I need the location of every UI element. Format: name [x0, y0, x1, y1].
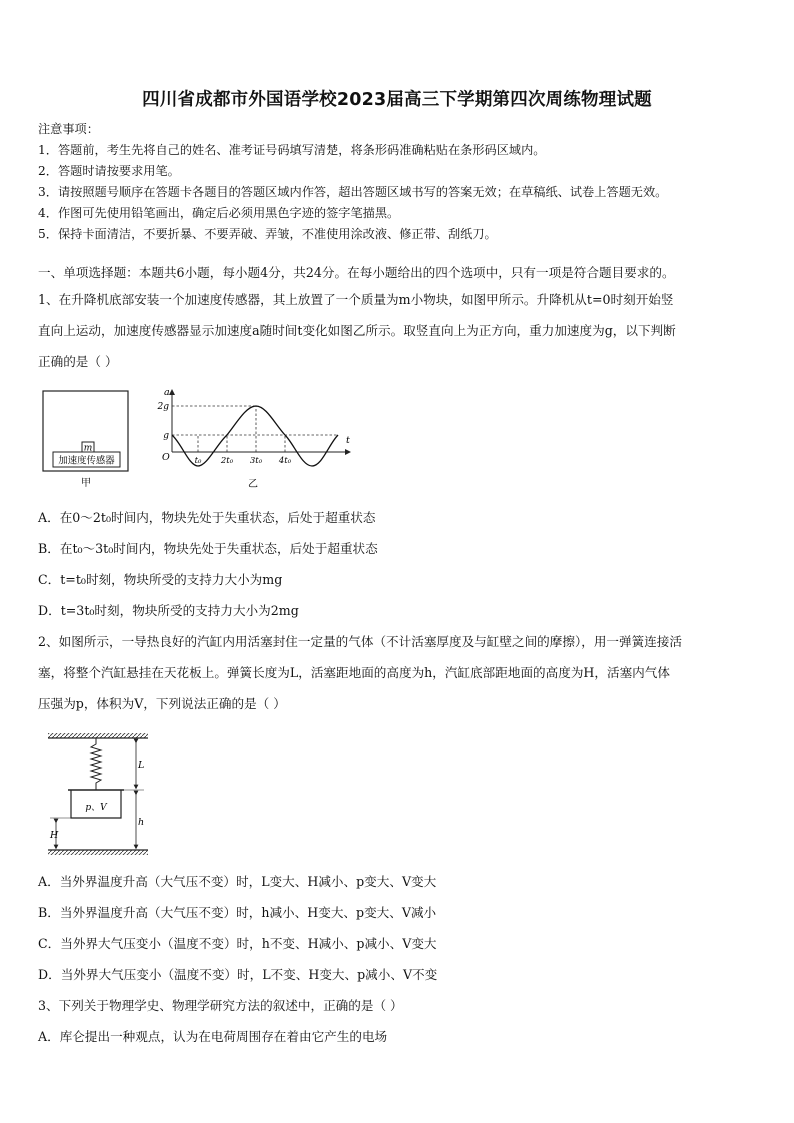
option-c: C．当外界大气压变小（温度不变）时，h不变、H减小、p减小、V变大	[38, 936, 437, 951]
block-label: m	[83, 443, 93, 454]
section-heading: 一、单项选择题：本题共6小题，每小题4分，共24分。在每小题给出的四个选项中，只有一项是符合题目要求的。	[38, 265, 675, 280]
notice-item: 2．答题时请按要求用笔。	[38, 164, 180, 178]
question-1-text: 正确的是（ ）	[38, 354, 118, 369]
y-axis-label: a	[164, 387, 170, 398]
question-2-text: 塞，将整个汽缸悬挂在天花板上。弹簧长度为L，活塞距地面的高度为h，汽缸底部距地面的高度为H，活塞内气体	[38, 665, 670, 680]
x-axis-label: t	[346, 435, 350, 446]
tick-3t0: 3t₀	[249, 456, 263, 466]
tick-2t0: 2t₀	[220, 456, 234, 466]
label-h: h	[138, 817, 145, 828]
figure-cylinder	[38, 728, 156, 860]
figure-caption: 乙	[248, 479, 258, 490]
sensor-label: 加速度传感器	[58, 455, 115, 467]
option-c: C．t=t₀时刻，物块所受的支持力大小为mg	[38, 572, 283, 587]
option-a: A．在0～2t₀时间内，物块先处于失重状态，后处于超重状态	[38, 510, 376, 525]
notice-heading: 注意事项：	[38, 122, 99, 136]
question-2-text: 2、如图所示，一导热良好的汽缸内用活塞封住一定量的气体（不计活塞厚度及与缸壁之间的摩擦），用一弹簧连接活	[38, 634, 682, 649]
origin-label: O	[162, 452, 170, 463]
gas-label: p、V	[85, 803, 107, 813]
option-b: B．在t₀～3t₀时间内，物块先处于失重状态，后处于超重状态	[38, 541, 378, 556]
option-b: B．当外界温度升高（大气压不变）时，h减小、H变大、p变大、V减小	[38, 905, 437, 920]
question-3-text: 3、下列关于物理学史、物理学研究方法的叙述中，正确的是（ ）	[38, 998, 403, 1013]
label-H: H	[50, 830, 59, 841]
floor-hatch	[48, 850, 148, 855]
label-L: L	[138, 760, 145, 771]
notice-item: 3．请按照题号顺序在答题卡各题目的答题区域内作答，超出答题区域书写的答案无效；在草稿纸、试卷上答题无效。	[38, 185, 668, 199]
option-a: A．当外界温度升高（大气压不变）时，L变大、H减小、p变大、V变大	[38, 874, 437, 889]
figure-yi-graph	[154, 386, 358, 492]
notice-item: 4．作图可先使用铅笔画出，确定后必须用黑色字迹的签字笔描黑。	[38, 206, 400, 220]
option-d: D．t=3t₀时刻，物块所受的支持力大小为2mg	[38, 603, 299, 618]
spring	[91, 738, 101, 790]
question-1-text: 1、在升降机底部安装一个加速度传感器，其上放置了一个质量为m小物块，如图甲所示。升降机从t=0时刻开始竖	[38, 292, 674, 307]
figure-caption: 甲	[81, 478, 91, 489]
tick-t0: t₀	[194, 456, 202, 466]
option-a: A．库仑提出一种观点，认为在电荷周围存在着由它产生的电场	[38, 1029, 388, 1044]
option-d: D．当外界大气压变小（温度不变）时，L不变、H变大、p减小、V不变	[38, 967, 438, 982]
tick-4t0: 4t₀	[278, 456, 292, 466]
tick-g: g	[163, 431, 169, 441]
tick-2g: 2g	[157, 402, 169, 412]
page-title: 四川省成都市外国语学校2023届高三下学期第四次周练物理试题	[142, 90, 652, 110]
notice-item: 5．保持卡面清洁，不要折暴、不要弄破、弄皱，不准使用涂改液、修正带、刮纸刀。	[38, 227, 497, 241]
notice-item: 1．答题前，考生先将自己的姓名、准考证号码填写清楚，将条形码准确粘贴在条形码区域内。	[38, 143, 546, 157]
figure-jia	[38, 385, 138, 491]
question-1-text: 直向上运动，加速度传感器显示加速度a随时间t变化如图乙所示。取竖直向上为正方向，重力加速度为g，以下判断	[38, 323, 676, 338]
ceiling-hatch	[48, 733, 148, 738]
question-2-text: 压强为p，体积为V，下列说法正确的是（ ）	[38, 696, 286, 711]
